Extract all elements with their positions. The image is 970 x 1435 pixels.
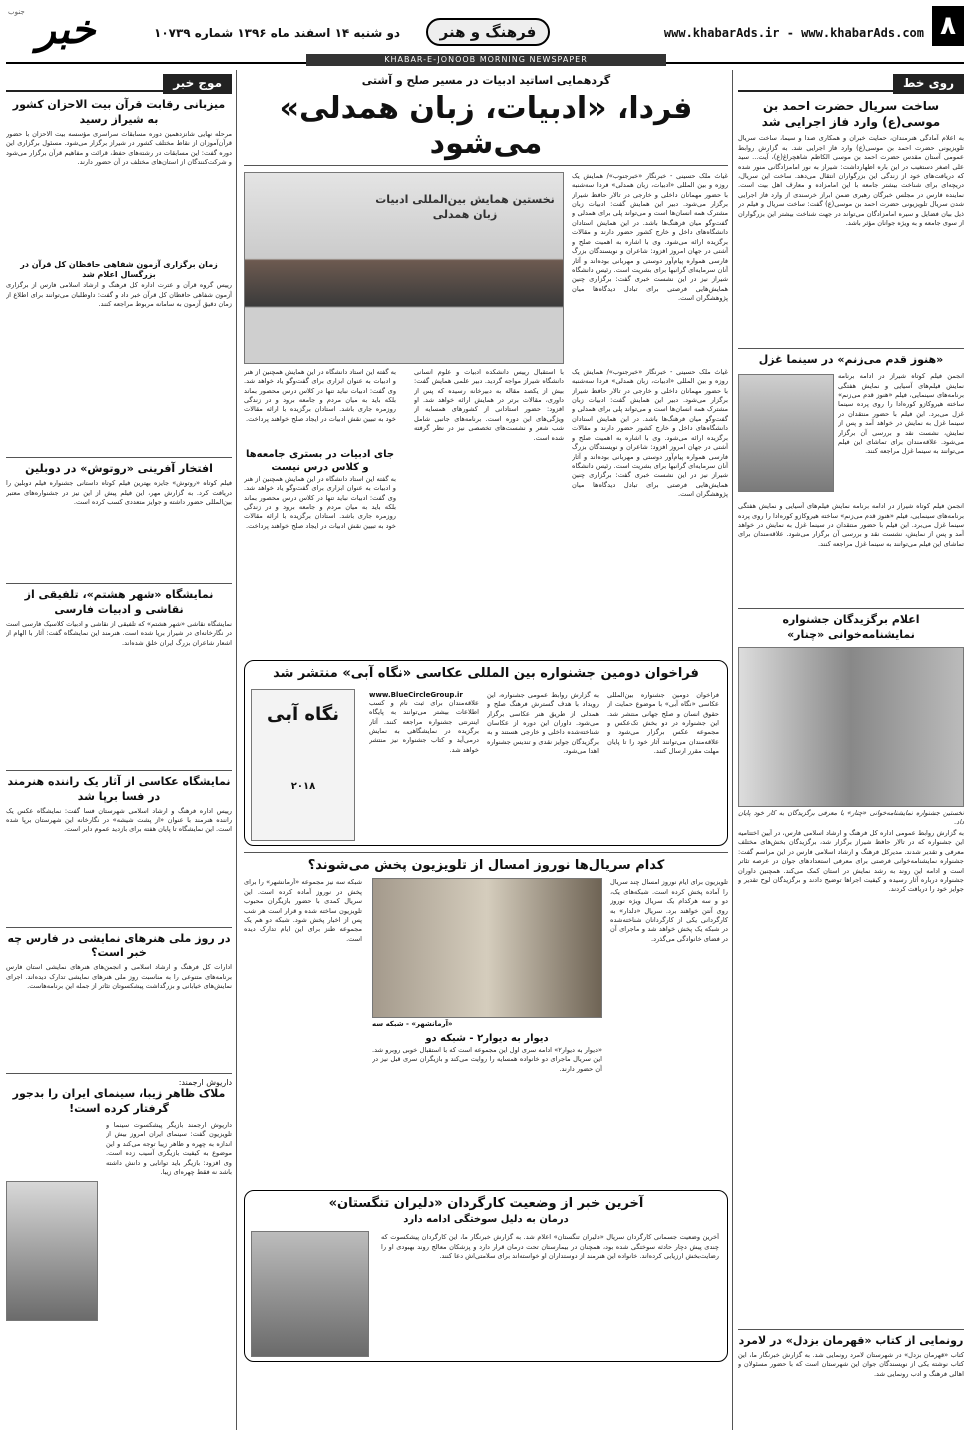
masthead <box>6 6 964 64</box>
article-body: آخرین وضعیت جسمانی کارگردان سریال «دلیران تنگستان» اعلام شد. به گزارش خبرنگار ما، این کارگردان پیشکسوت که چندی پیش دچار حادثه سوختگی شده بود، همچنان در بیمارستان تحت درمان قرار دارد و پزشکان معالج روند بهبودی او را رضایت‌بخش ارزیابی کرده‌اند. خانواده این هنرمند از دوستداران او خواسته‌اند برای سلامتی‌اش دعا کنند. <box>381 1233 719 1261</box>
site-url[interactable]: www.khabarAds.ir - www.khabarAds.com <box>663 26 924 40</box>
article-body: غیاث ملک حسینی - خبرنگار «خبرجنوب»/ همایش یک روزه و بین المللی «ادبیات، زبان همدلی» فردا سه‌شنبه با حضور مهمانان داخلی و خارجی در تالار حافظ شیراز برگزار می‌شود. دبیر این همایش گفت: ادبیات زبان مشترک همه انسان‌ها است و می‌تواند پلی برای همدلی و گفت‌وگو میان فرهنگ‌ها باشد. در این همایش استادان دانشگاه‌های داخل و خارج کشور حضور دارند و مقالات برگزیده ارائه می‌شود. وی با اشاره به اهمیت صلح و آشتی در جهان امروز افزود: شاعران و نویسندگان بزرگ فارسی همواره پیام‌آور دوستی و مهربانی بوده‌اند و آثار آنان سرمایه‌ای گرانبها برای بشریت است. رئیس دانشگاه شیراز نیز در این نشست خبری گفت: برگزاری چنین همایش‌هایی فرصتی برای تبادل دیدگاه‌ها میان پژوهشگران است. <box>572 171 728 303</box>
article-body: به گفته این استاد دانشگاه در این همایش همچنین از هنر و ادبیات به عنوان ابزاری برای گفت‌وگو یاد خواهد شد. وی گفت: ادبیات نباید تنها در کلاس درس محصور بماند بلکه باید به میان مردم و جامعه برود و در زندگی روزمره جاری باشد. استادان برگزیده با ارائه مقالات خود به تبیین نقش ادبیات در ایجاد صلح خواهند پرداخت. <box>244 367 396 423</box>
subheading: زمان برگزاری آزمون شفاهی حافظان کل قرآن در بزرگسال اعلام شد <box>20 259 218 280</box>
director-photo <box>738 374 834 492</box>
page-number: ۸ <box>932 6 964 46</box>
article-body: به گفته این استاد دانشگاه در این همایش همچنین از هنر و ادبیات به عنوان ابزاری برای گفت‌وگو یاد خواهد شد. وی گفت: ادبیات نباید تنها در کلاس درس محصور بماند بلکه باید به میان مردم و جامعه برود و در زندگی روزمره جاری باشد. استادان برگزیده با ارائه مقالات خود به تبیین نقش ادبیات در ایجاد صلح خواهند پرداخت. <box>244 474 396 530</box>
newspaper-logo: خبر <box>36 6 96 53</box>
festival-url[interactable]: www.BlueCircleGroup.ir <box>369 690 463 699</box>
tag-label: موج خبر <box>163 74 232 94</box>
series-sub <box>372 1032 602 1184</box>
article-title: آخرین خبر از وضعیت کارگردان «دلیران تنگستان» <box>328 1196 644 1212</box>
article-title: میزبانی رقابت قرآن بیت الاحزان کشور به شیراز رسید <box>12 98 226 126</box>
article-body: ادارات کل فرهنگ و ارشاد اسلامی و انجمن‌های هنرهای نمایشی استان فارس برنامه‌های متنوعی را به مناسبت روز ملی هنرهای نمایشی تدارک دیده‌اند. اجرای نمایش‌های خیابانی و بزرگداشت پیشکسوتان تئاتر از جمله این برنامه‌هاست. <box>6 963 232 990</box>
article-col <box>369 691 479 841</box>
article-title: در روز ملی هنرهای نمایشی در فارس چه خبر است؟ <box>7 931 231 960</box>
divider <box>6 1073 232 1074</box>
series-block <box>244 878 728 1188</box>
tag-label: روی خط <box>893 74 964 94</box>
article-title: رونمایی از کتاب «قهرمان بزدل» در لامرد <box>738 1333 964 1347</box>
column-divider <box>236 70 237 1430</box>
article-body: نمایشگاه نقاشی «شهر هشتم» که تلفیقی از نقاشی و ادبیات کلاسیک فارسی است در نگارخانه‌ای در شیراز برپا شده است. هنرمند این نمایشگاه گفت: آثار با الهام از اشعار شاعران بزرگ ایران خلق شده‌اند. <box>6 619 232 647</box>
article-title: «هنوز قدم می‌زنم» در سینما غزل <box>758 353 944 367</box>
divider <box>6 583 232 584</box>
article-body: علاقه‌مندان برای ثبت نام و کسب اطلاعات بیشتر می‌توانند به پایگاه اینترنتی جشنواره مراجعه کنند. آثار برگزیده در نمایشگاهی به نمایش درمی‌آید و کتاب جشنواره نیز منتشر خواهد شد. <box>369 698 479 754</box>
poster-year: ۲۰۱۸ <box>290 780 316 792</box>
divider <box>6 770 232 771</box>
banner-text: نخستین همایش بین‌المللی ادبیات زبان همدلی <box>375 192 555 221</box>
left-column <box>6 72 232 1432</box>
actor-photo <box>6 1181 98 1321</box>
right-column <box>738 72 964 1432</box>
article-body: مرحله نهایی شانزدهمین دوره مسابقات سراسری مؤسسه بیت الاحزان با حضور قرآن‌آموزان از نقاط مختلف کشور در شیراز برگزار می‌شود. مسئول برگزاری این دوره گفت: این مسابقات در رشته‌های حفظ، قرائت و مفاهیم قرآن برگزار می‌شود و شرکت‌کنندگان از استان‌های مختلف در آن حضور دارند. <box>6 129 232 166</box>
article-body: به گزارش روابط عمومی جشنواره، این رویداد با هدف گسترش فرهنگ صلح و همدلی از طریق هنر عکاسی برگزار می‌شود. داوران این دوره از عکاسان شناخته‌شده داخلی و خارجی هستند و به برگزیدگان جوایز نقدی و تندیس جشنواره اهدا می‌شود. <box>487 690 599 756</box>
article-title: اعلام برگزیدگان جشنواره نمایشنامه‌خوانی «چنار» <box>782 613 920 642</box>
divider <box>738 1329 964 1330</box>
column-divider <box>732 70 733 1430</box>
tag-bar <box>738 72 964 92</box>
center-column <box>244 72 728 1432</box>
kicker: داریوش ارجمند: <box>178 1078 232 1088</box>
article-title: فراخوان دومین جشنواره بین المللی عکاسی «نگاه آبی» منتشر شد <box>273 665 699 681</box>
article-col3 <box>244 368 396 654</box>
subheading: دیوار به دیوار۲ - شبکه دو <box>425 1033 549 1045</box>
article-body: شبکه سه نیز مجموعه «آرمانشهر» را برای پخش در نوروز آماده کرده است. این سریال کمدی با حضور بازیگران محبوب تلویزیون ساخته شده و قرار است هر شب پس از اخبار پخش شود. شبکه دو هم یک مجموعه طنز برای این ایام تدارک دیده است. <box>244 878 362 943</box>
lead-block <box>244 172 728 368</box>
article-body: به اعلام آمادگی هنرمندان، حمایت خبران و همکاری صدا و سیما، ساخت سریال تلویزیونی حضرت احمد بن موسی(ع) وارد فاز اجرایی شد. به گزارش روابط عمومی آستان مقدس حضرت احمد بن موسی الکاظم شاهچراغ(ع)، آیت... سید علی اصغر دستغیب در این باره اظهارداشت: شیراز به نور امامزادگانی منور شده که دریافت‌های خود از زندگی این بزرگواران انتقال می‌دهد. ساخت این سریال، دریچه‌ای برای شناخت بیشتر جامعه با این امامزاده و معارف اهل بیت است. نماینده فارس در مجلس خبرگان رهبری ضمن ابراز خرسندی از وارد فاز اجرایی شدن سریال تلویزیونی حضرت احمد بن موسی(ع) گفت: ساخت سریال و فیلم در ذیل بیان فضایل و سیره امامزادگان می‌تواند در جهت شناخت بیشتر این بزرگواران از سوی جامعه و به ویژه جوانان مؤثر باشد. <box>738 134 964 228</box>
photo-caption: «آرمانشهر» - شبکه سه <box>372 1020 453 1029</box>
article-body: رییس گروه قرآن و عترت اداره کل فرهنگ و ارشاد اسلامی فارس از برگزاری آزمون شفاهی حافظان کل قرآن خبر داد و گفت: داوطلبان می‌توانند برای اطلاع از زمان دقیق آزمون به سامانه مربوط مراجعه کنند. <box>6 281 232 309</box>
article-body: تلویزیون برای ایام نوروز امسال چند سریال را آماده پخش کرده است. شبکه‌های یک، دو و سه هرکدام یک سریال ویژه نوروز روی آنتن خواهند برد. سریال «دلدار» به کارگردانی یکی از کارگردانان شناخته‌شده در شبکه یک پخش خواهد شد و ماجرای آن در فضای خانوادگی می‌گذرد. <box>610 878 728 943</box>
subheading: جای ادبیات در بستری جامعه‌ها و کلاس درس نیست <box>245 448 395 474</box>
section-title: فرهنگ و هنر <box>426 18 550 46</box>
article-title: افتخار آفرینی «روتوش» در دوبلین <box>25 462 213 476</box>
tag-bar <box>6 72 232 92</box>
main-headline: فردا، «ادبیات، زبان همدلی» می‌شود <box>279 90 693 161</box>
photo-festival-box <box>244 660 728 846</box>
conference-photo <box>244 172 564 364</box>
article-body: انجمن فیلم کوتاه شیراز در ادامه برنامه نمایش فیلم‌های آسیایی و نمایش هفتگی برنامه‌های سینمایی، فیلم «هنوز قدم می‌زنم» ساخته هیروکازو کوره‌ادا را روی پرده سینما غزل می‌برد. این فیلم با حضور منتقدان در سینما غزل به نمایش در خواهد آمد و پس از نمایش، نشست نقد و بررسی آن برگزار می‌شود. علاقه‌مندان برای تماشای این فیلم می‌توانند به سینما غزل مراجعه کنند. <box>838 372 964 456</box>
kicker: گردهمایی اساتید ادبیات در مسیر صلح و آشتی <box>361 74 611 87</box>
newspaper-strip: KHABAR-E-JONOOB MORNING NEWSPAPER <box>306 54 666 66</box>
festival-photo <box>738 647 964 807</box>
article-body: با استقبال رییس دانشکده ادبیات و علوم انسانی دانشگاه شیراز مواجه گردید. دبیر علمی همایش گفت: بیش از یکصد مقاله به دبیرخانه رسیده که پس از داوری، مقالات برتر در همایش ارائه خواهد شد. او افزود: حضور استادانی از کشورهای همسایه از ویژگی‌های این دوره است. برنامه‌های جانبی شامل شب شعر و نشست‌های تخصصی نیز در نظر گرفته شده است. <box>414 367 564 442</box>
article-title: کدام سریال‌ها نوروز امسال از تلویزیون پخش می‌شوند؟ <box>244 852 728 875</box>
article-body: فراخوان دومین جشنواره بین‌المللی عکاسی «نگاه آبی» با موضوع حمایت از حقوق انسان و صلح جهانی منتشر شد. این جشنواره در دو بخش تک‌عکس و مجموعه عکس برگزار می‌شود و علاقه‌مندان می‌توانند آثار خود را تا پایان مهلت مقرر ارسال کنند. <box>607 690 719 756</box>
series-photo <box>372 878 602 1018</box>
date-issue: دو شنبه ۱۴ اسفند ماه ۱۳۹۶ شماره ۱۰۷۳۹ <box>154 26 401 40</box>
divider <box>6 457 232 458</box>
director-news-box <box>244 1190 728 1362</box>
divider <box>6 927 232 928</box>
divider <box>738 348 964 349</box>
article-block <box>738 370 964 502</box>
poster-title: نگاه آبی <box>266 703 340 725</box>
article-body: کتاب «قهرمان بزدل» در شهرستان لامرد رونمایی شد. به گزارش خبرنگار ما، این کتاب نوشته یکی از نویسندگان جوان این شهرستان است که با حضور مسئولان و اهالی فرهنگ و ادب رونمایی شد. <box>738 1350 964 1378</box>
director-photo <box>251 1231 369 1357</box>
photo-caption: نخستین جشنواره نمایشنامه‌خوانی «چنار» با معرفی برگزیدگان به کار خود پایان داد. <box>738 808 964 827</box>
article-title: ملاک ظاهر زیبا، سینمای ایران را بدجور گرفتار کرده است! <box>12 1087 226 1116</box>
festival-poster <box>251 689 355 841</box>
article-body: فیلم کوتاه «روتوش» جایزه بهترین فیلم کوتاه داستانی جشنواره فیلم دوبلین را دریافت کرد. به گزارش مهر، این فیلم پیش از این نیز در جشنواره‌های معتبر بین‌المللی حضور داشته و جوایز متعددی کسب کرده است. <box>6 479 232 506</box>
article-body: داریوش ارجمند بازیگر پیشکسوت سینما و تلویزیون گفت: سینمای ایران امروز بیش از اندازه به چهره و ظاهر زیبا توجه می‌کند و این موضوع به کیفیت بازیگری آسیب زده است. وی افزود: بازیگر باید توانایی و دانش داشته باشد نه فقط چهره‌ای زیبا. <box>106 1120 232 1176</box>
article-title: نمایشگاه «شهر هشتم»، تلفیقی از نقاشی و ادبیات فارسی <box>24 588 214 616</box>
subtitle: درمان به دلیل سوختگی ادامه دارد <box>403 1213 569 1225</box>
article-body: «دیوار به دیوار۲» ادامه سری اول این مجموعه است که با استقبال خوبی روبرو شد. این سریال ماجرای دو خانواده همسایه را روایت می‌کند و بازیگران سری قبل نیز در آن حضور دارند. <box>372 1045 602 1073</box>
article-body: غیاث ملک حسینی - خبرنگار «خبرجنوب»/ همایش یک روزه و بین المللی «ادبیات، زبان همدلی» فردا سه‌شنبه با حضور مهمانان داخلی و خارجی در تالار حافظ شیراز برگزار می‌شود. دبیر این همایش گفت: ادبیات زبان مشترک همه انسان‌ها است و می‌تواند پلی برای همدلی و گفت‌وگو میان فرهنگ‌ها باشد. در این همایش استادان دانشگاه‌های داخل و خارج کشور حضور دارند و مقالات برگزیده ارائه می‌شود. وی با اشاره به اهمیت صلح و آشتی در جهان امروز افزود: شاعران و نویسندگان بزرگ فارسی همواره پیام‌آور دوستی و مهربانی بوده‌اند و آثار آنان سرمایه‌ای گرانبها برای بشریت است. رئیس دانشگاه شیراز نیز در این نشست خبری گفت: برگزاری چنین همایش‌هایی فرصتی برای تبادل دیدگاه‌ها میان پژوهشگران است. <box>572 367 728 499</box>
article-title: نمایشگاه عکاسی از آثار یک راننده هنرمند در فسا برپا شد <box>7 774 231 803</box>
article-body: رییس اداره فرهنگ و ارشاد اسلامی شهرستان فسا گفت: نمایشگاه عکس یک راننده هنرمند با عنوان «از پشت شیشه» در نگارخانه این شهرستان برپا شده است. این نمایشگاه تا پایان هفته برای بازدید عموم دایر است. <box>6 806 232 834</box>
logo-sub: جنوب <box>8 8 25 16</box>
article-columns <box>244 368 728 658</box>
divider <box>738 608 964 609</box>
article-title: ساخت سریال حضرت احمد بن موسی(ع) وارد فاز اجرایی شد <box>761 99 941 130</box>
article-body: به گزارش روابط عمومی اداره کل فرهنگ و ارشاد اسلامی فارس، در آیین اختتامیه این جشنواره که در تالار حافظ شیراز برگزار شد، برگزیدگان بخش‌های مختلف معرفی و تقدیر شدند. مدیرکل فرهنگ و ارشاد اسلامی فارس در این مراسم گفت: جشنواره نمایشنامه‌خوانی فرصتی برای معرفی استعدادهای جوان در عرصه تئاتر است و ادامه این روند به رشد نمایش در استان کمک می‌کند. همچنین داوران جشنواره درباره آثار رسیده و کیفیت اجراها توضیح دادند و برگزیدگان لوح تقدیر و جوایز خود را دریافت کردند. <box>738 828 964 894</box>
article-block <box>6 1121 232 1331</box>
divider <box>244 165 728 166</box>
article-body-cont: انجمن فیلم کوتاه شیراز در ادامه برنامه نمایش فیلم‌های آسیایی و نمایش هفتگی برنامه‌های سینمایی، فیلم «هنوز قدم می‌زنم» ساخته هیروکازو کوره‌ادا را روی پرده سینما غزل می‌برد. این فیلم با حضور منتقدان در سینما غزل به نمایش در خواهد آمد و پس از نمایش، نشست نقد و بررسی آن برگزار می‌شود. علاقه‌مندان برای تماشای این فیلم می‌توانند به سینما غزل مراجعه کنند. <box>738 502 964 548</box>
